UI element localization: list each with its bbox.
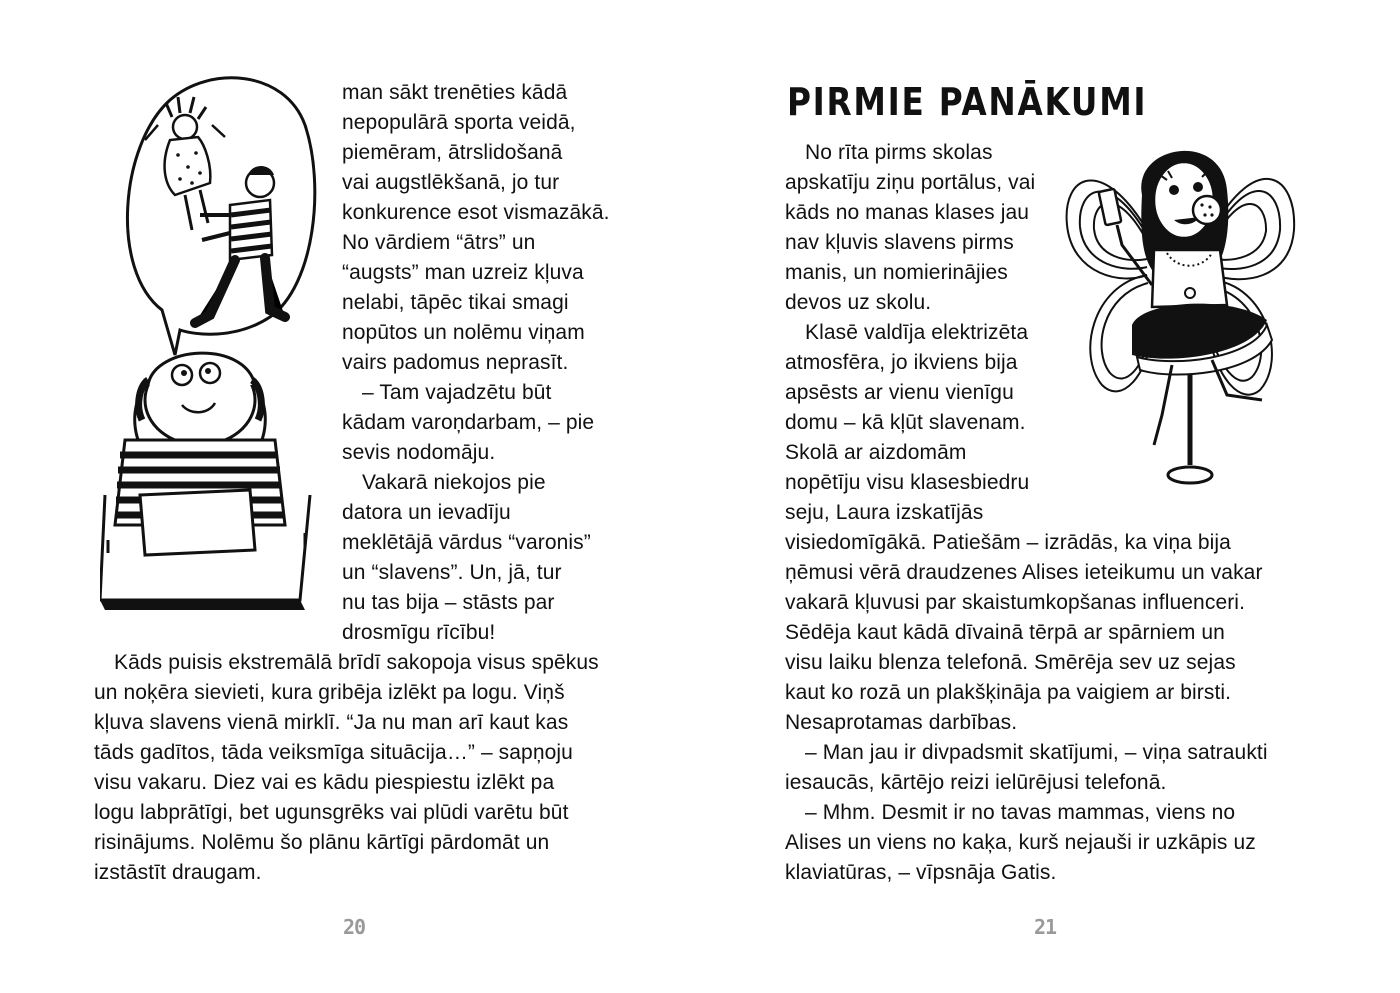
text-line: datora un ievadīju [342,501,511,524]
text-line: nelabi, tāpēc tikai smagi [342,291,569,314]
text-line: nopētīju visu klasesbiedru [785,471,1030,494]
text-line: Vakarā niekojos pie [362,471,546,494]
text-line: manis, un nomierinājies [785,261,1008,284]
text-line: drosmīgu rīcību! [342,621,496,644]
page-number: 21 [1034,915,1057,939]
text-line: nav kļuvis slavens pirms [785,231,1014,254]
girl-influencer-illustration [1062,135,1302,500]
text-line: seju, Laura izskatījās [785,501,984,524]
text-line: vakarā kļuvusi par skaistumkopšanas influenceri. [785,591,1246,614]
chapter-title: PIRMIE PANĀKUMI [787,80,1148,124]
text-line: konkurence esot vismazākā. [342,201,610,224]
text-line: Sēdēja kaut kādā dīvainā tērpā ar spārniem un [785,621,1225,644]
text-line: kāds no manas klases jau [785,201,1030,224]
text-line: sevis nodomāju. [342,441,496,464]
text-line: apsēsts ar vienu vienīgu [785,381,1014,404]
text-line: un noķēra sievieti, kura gribēja izlēkt pa logu. Viņš [94,681,565,704]
text-line: kaut ko rozā un plakšķināja pa vaigiem ar birsti. [785,681,1232,704]
text-line: Skolā ar aizdomām [785,441,967,464]
text-line: nu tas bija – stāsts par [342,591,555,614]
text-line: man sākt trenēties kādā [342,81,568,104]
right-page [700,0,1400,993]
text-line: izstāstīt draugam. [94,861,262,884]
text-line: Alises un viens no kaķa, kurš nejauši ir uzkāpis uz [785,831,1256,854]
text-line: iesaucās, kārtējo reizi ielūrējusi telefonā. [785,771,1167,794]
text-line: meklētājā vārdus “varonis” [342,531,591,554]
text-line: – Mhm. Desmit ir no tavas mammas, viens no [805,801,1236,824]
text-line: nepopulārā sporta veidā, [342,111,576,134]
page-number: 20 [343,915,366,939]
text-line: klaviatūras, – vīpsnāja Gatis. [785,861,1057,884]
text-line: visu laiku blenza telefonā. Smērēja sev uz sejas [785,651,1236,674]
text-line: risinājums. Nolēmu šo plānu kārtīgi pārdomāt un [94,831,550,854]
text-line: apskatīju ziņu portālus, vai [785,171,1036,194]
text-line: kādam varoņdarbam, – pie [342,411,595,434]
text-line: un “slavens”. Un, jā, tur [342,561,562,584]
text-line: Nesaprotamas darbības. [785,711,1018,734]
text-line: – Man jau ir divpadsmit skatījumi, – viņa satraukti [805,741,1268,764]
boy-dreaming-illustration [100,55,325,610]
text-line: visu vakaru. Diez vai es kādu piespiestu izlēkt pa [94,771,555,794]
text-line: Klasē valdīja elektrizēta [805,321,1029,344]
text-line: nopūtos un nolēmu viņam [342,321,585,344]
text-line: kļuva slavens vienā mirklī. “Ja nu man arī kaut kas [94,711,569,734]
text-line: atmosfēra, jo ikviens bija [785,351,1018,374]
text-line: domu – kā kļūt slavenam. [785,411,1026,434]
text-line: visiedomīgākā. Patiešām – izrādās, ka viņa bija [785,531,1231,554]
text-line: No rīta pirms skolas [805,141,993,164]
text-line: tāds gadītos, tāda veiksmīga situācija…” – sapņoju [94,741,573,764]
text-line: vairs padomus neprasīt. [342,351,569,374]
text-line: “augsts” man uzreiz kļuva [342,261,584,284]
text-line: vai augstlēkšanā, jo tur [342,171,560,194]
text-line: logu labprātīgi, bet ugunsgrēks vai plūdi varētu būt [94,801,569,824]
text-line: – Tam vajadzētu būt [362,381,552,404]
text-line: Kāds puisis ekstremālā brīdī sakopoja visus spēkus [114,651,599,674]
text-line: piemēram, ātrslidošanā [342,141,563,164]
text-line: ņēmusi vērā draudzenes Alises ieteikumu un vakar [785,561,1263,584]
text-line: No vārdiem “ātrs” un [342,231,536,254]
text-line: devos uz skolu. [785,291,932,314]
